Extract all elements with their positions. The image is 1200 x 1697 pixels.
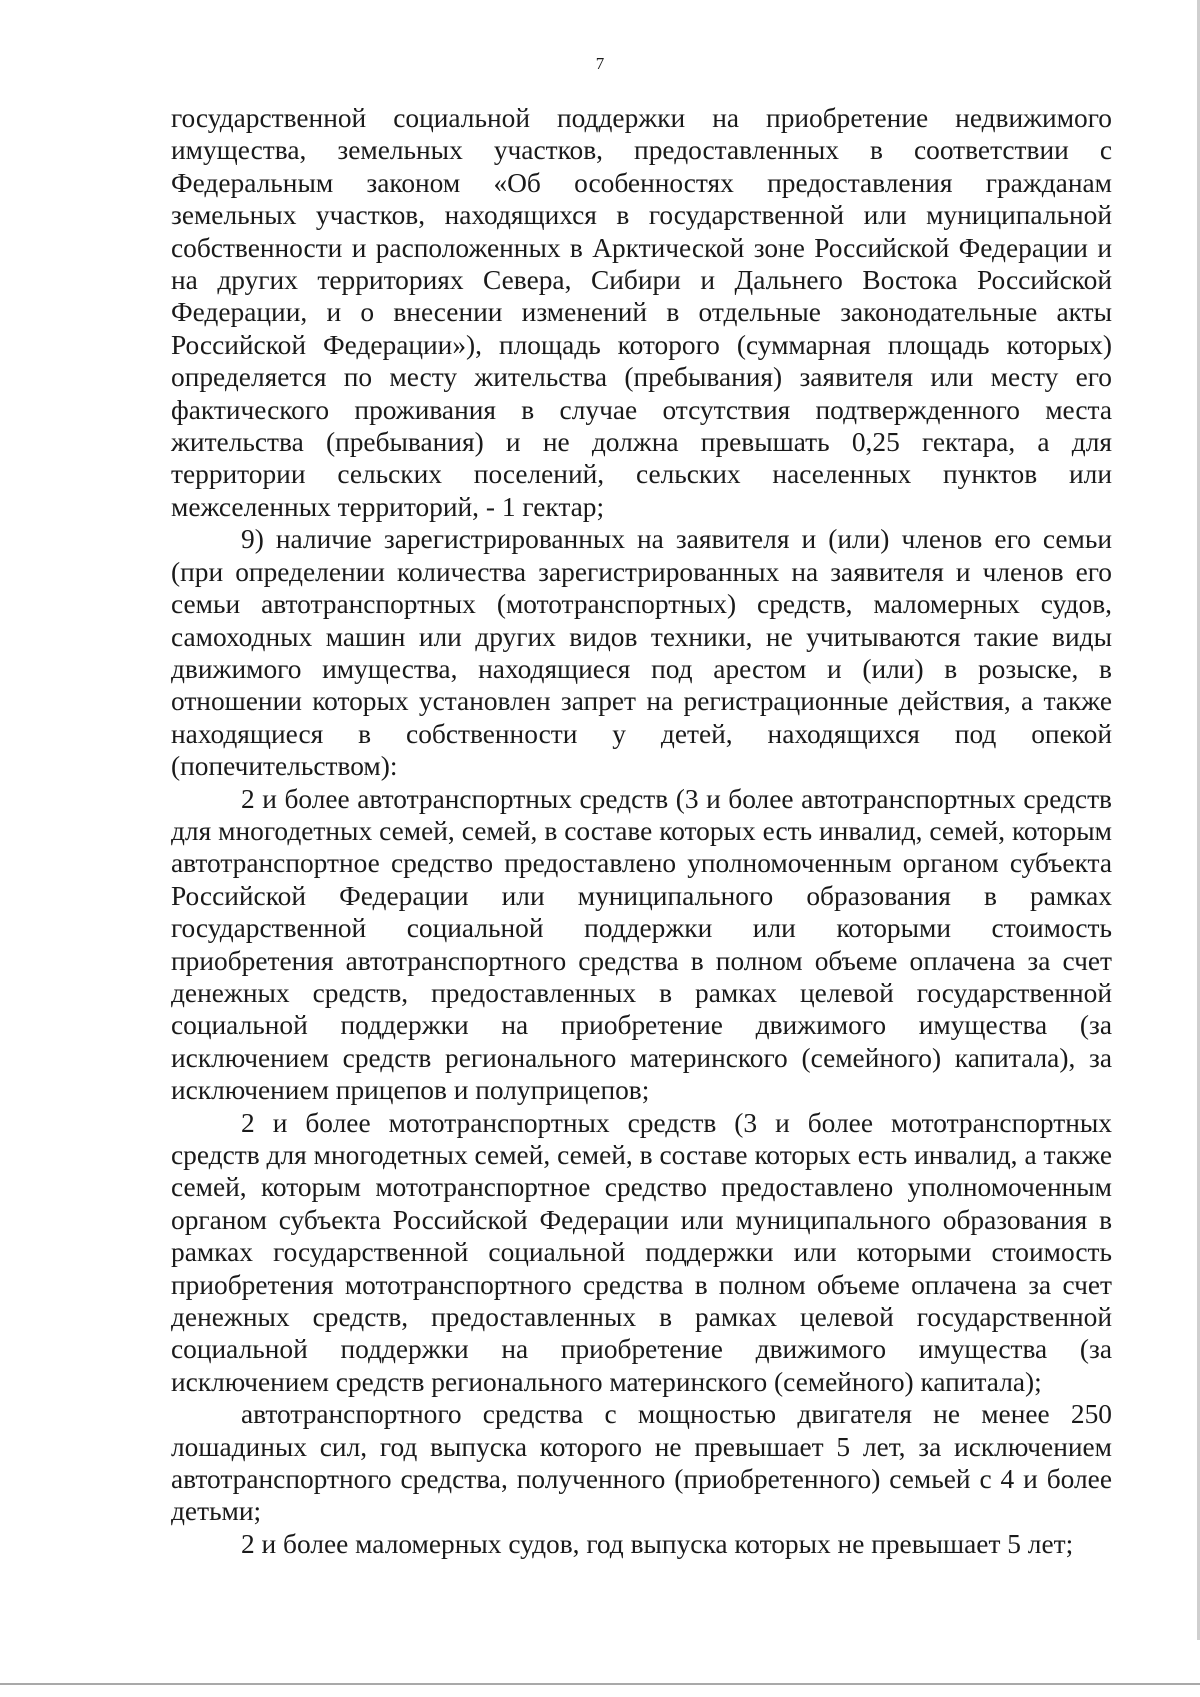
paragraph-small-vessels: 2 и более маломерных судов, год выпуска которых не превышает 5 лет; [241,1528,1074,1559]
document-body [171,102,1112,1560]
paragraph-moto-vehicles: 2 и более мототранспортных средств (3 и более мототранспортных средств для многодетных семей, семей, в составе которых есть инвалид, а также семей, которым мототранспортное средство предоставлено уполномоченным органом субъекта Российской Федерации или муниципального образования в рамках государственной социальной поддержки или которыми стоимость приобретения мототранспортного средства в полном объеме оплачена за счет денежных средств, предоставленных в рамках целевой государственной социальной поддержки на приобретение движимого имущества (за исключением средств регионального материнского (семейного) капитала); [171,1107,1112,1397]
page-bottom-edge [0,1683,1200,1685]
paragraph-auto-vehicles: 2 и более автотранспортных средств (3 и более автотранспортных средств для многодетных семей, семей, в составе которых есть инвалид, семей, которым автотранспортное средство предоставлено уполномоченным органом субъекта Российской Федерации или муниципального образования в рамках государственной социальной поддержки или которыми стоимость приобретения автотранспортного средства в полном объеме оплачена за счет денежных средств, предоставленных в рамках целевой государственной социальной поддержки на приобретение движимого имущества (за исключением средств регионального материнского (семейного) капитала), за исключением прицепов и полуприцепов; [171,783,1112,1106]
paragraph-continuation: государственной социальной поддержки на приобретение недвижимого имущества, земельных участков, предоставленных в соответствии с Федеральным законом «Об особенностях предоставления гражданам земельных участков, находящихся в государственной или муниципальной собственности и расположенных в Арктической зоне Российской Федерации и на других территориях Севера, Сибири и Дальнего Востока Российской Федерации, и о внесении изменений в отдельные законодательные акты Российской Федерации»), площадь которого (суммарная площадь которых) определяется по месту жительства (пребывания) заявителя или месту его фактического проживания в случае отсутствия подтвержденного места жительства (пребывания) и не должна превышать 0,25 гектара, а для территории сельских поселений, сельских населенных пунктов или межселенных территорий, - 1 гектар; [171,103,1112,522]
page-number: 7 [595,54,605,73]
paragraph-item-9: 9) наличие зарегистрированных на заявителя и (или) членов его семьи (при определении количества зарегистрированных на заявителя и членов его семьи автотранспортных (мототранспортных) средств, маломерных судов, самоходных машин или других видов техники, не учитываются такие виды движимого имущества, находящиеся под арестом и (или) в розыске, в отношении которых установлен запрет на регистрационные действия, а также находящиеся в собственности у детей, находящихся под опекой (попечительством): [171,524,1112,782]
paragraph-engine-power: автотранспортного средства с мощностью двигателя не менее 250 лошадиных сил, год выпуска которого не превышает 5 лет, за исключением автотранспортного средства, полученного (приобретенного) семьей с 4 и более детьми; [171,1399,1112,1527]
